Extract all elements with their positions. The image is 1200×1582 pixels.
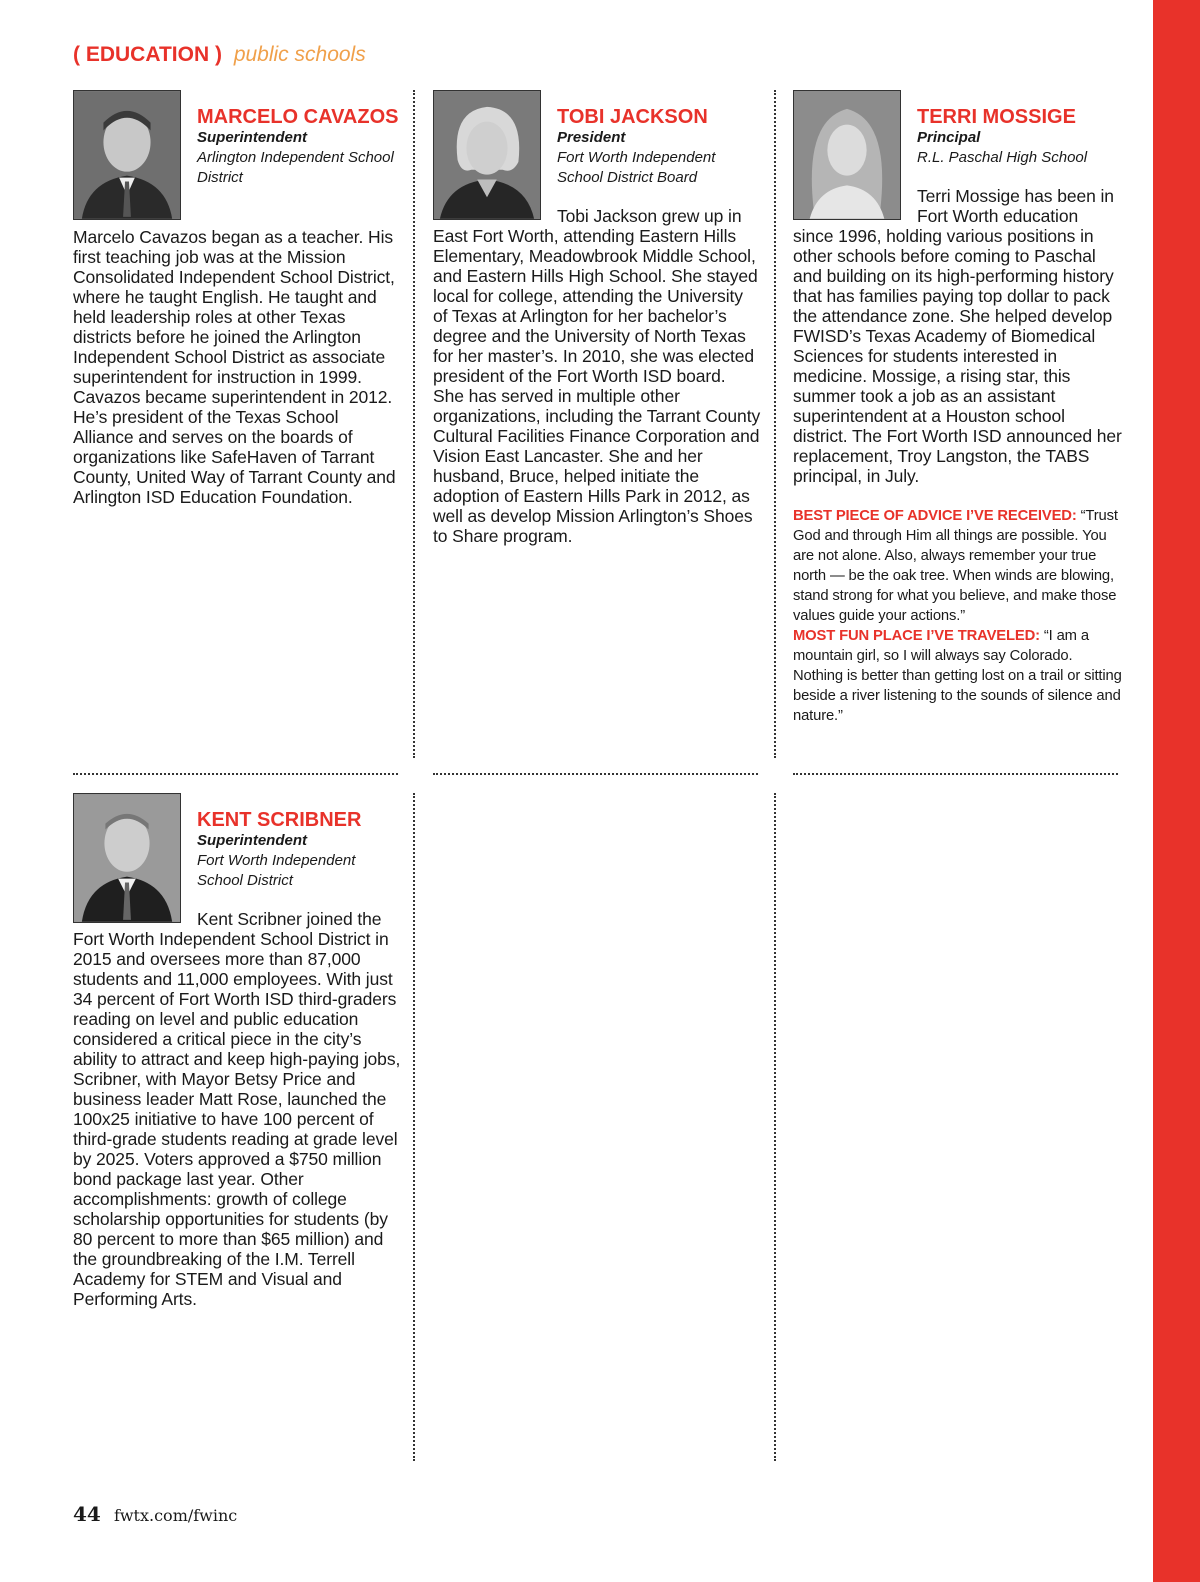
person-qa [793,506,1123,726]
section-header [73,41,366,69]
portrait-woman-icon [794,91,900,219]
page-number: 44 [73,1502,101,1526]
person-name: TERRI MOSSIGE [917,106,1076,128]
header-category: EDUCATION [85,43,210,66]
person-role: Superintendent [197,832,308,849]
profile-card-tobi-jackson [433,90,761,546]
advice-text: “Trust God and through Him all things are possible. You are not alone. Also, always remember your true north — be the oak tree. When winds are blowing, stand strong for what you believe, and make those values guide your actions.” [793,508,1118,624]
advice-block [793,506,1123,626]
person-organization: Fort Worth Independent School District [197,852,356,889]
profile-card-kent-scribner [73,793,401,1309]
header-subcategory: public schools [233,43,366,66]
portrait-photo [73,793,181,923]
person-role: Superintendent [197,129,308,146]
person-name: TOBI JACKSON [557,106,708,128]
person-bio: Tobi Jackson grew up in East Fort Worth, attending Eastern Hills Elementary, Meadowbrook Middle School, and Eastern Hills High School. She stayed local for college, attending the University of Texas at Arlington for her bachelor’s degree and the University of North Texas for her master’s. In 2010, she was elected president of the Fort Worth ISD board. She has served in multiple other organizations, including the Tarrant County Cultural Facilities Finance Corporation and Vision East Lancaster. She and her husband, Bruce, helped initiate the adoption of Eastern Hills Park in 2012, as well as develop Mission Arlington’s Shoes to Share program. [433,206,761,546]
person-role: President [557,129,626,146]
footer-url[interactable]: fwtx.com/fwinc [113,1506,238,1525]
person-organization: Arlington Independent School District [197,149,394,186]
portrait-woman-icon [434,91,540,219]
column-divider [413,90,415,758]
person-bio: Marcelo Cavazos began as a teacher. His first teaching job was at the Mission Consolidated Independent School District, where he taught English. He taught and held leadership roles at other Texas districts before he joined the Arlington Independent School District as associate superintendent for instruction in 1999. Cavazos became superintendent in 2012. He’s president of the Texas School Alliance and serves on the boards of organizations like SafeHaven of Tarrant County, United Way of Tarrant County and Arlington ISD Education Foundation. [73,227,396,507]
portrait-man-icon [74,91,180,219]
advice-label: BEST PIECE OF ADVICE I’VE RECEIVED: [793,508,1077,524]
profile-card-terri-mossige [793,90,1123,726]
person-name: KENT SCRIBNER [197,809,362,831]
column-divider [774,793,776,1461]
portrait-photo [793,90,901,220]
travel-label: MOST FUN PLACE I’VE TRAVELED: [793,628,1040,644]
person-bio: Terri Mossige has been in Fort Worth education since 1996, holding various positions in other schools before coming to Paschal and building on its high-performing history that has families paying top dollar to pack the attendance zone. She helped develop FWISD’s Texas Academy of Biomedical Sciences for students interested in medicine. Mossige, a rising star, this summer took a job as an assistant superintendent at a Houston school district. The Fort Worth ISD announced her replacement, Troy Langston, the TABS principal, in July. [793,186,1122,486]
travel-block [793,626,1123,726]
travel-text: “I am a mountain girl, so I will always say Colorado. Nothing is better than getting lost on a trail or sitting beside a river listening to the sounds of silence and nature.” [793,628,1122,724]
page-footer [73,1502,237,1528]
header-close-paren: ) [214,43,222,66]
portrait-man-icon [74,794,180,922]
header-open-paren: ( [73,43,80,66]
portrait-photo [433,90,541,220]
person-organization: Fort Worth Independent School District Board [557,149,716,186]
person-bio: Kent Scribner joined the Fort Worth Independent School District in 2015 and oversees more than 87,000 students and 11,000 employees. With just 34 percent of Fort Worth ISD third-graders reading on level and public education considered a critical piece in the city’s ability to attract and keep high-paying jobs, Scribner, with Mayor Betsy Price and business leader Matt Rose, launched the 100x25 initiative to have 100 percent of third-grade students reading at grade level by 2025. Voters approved a $750 million bond package last year. Other accomplishments: growth of college scholarship opportunities for students (by 80 percent to more than $65 million) and the groundbreaking of the I.M. Terrell Academy for STEM and Visual and Performing Arts. [73,909,401,1309]
person-name: MARCELO CAVAZOS [197,106,399,128]
page-edge-color-bar [1153,0,1200,1582]
portrait-photo [73,90,181,220]
column-divider [774,90,776,758]
person-organization: R.L. Paschal High School [917,149,1088,166]
row-divider [793,773,1118,775]
profile-card-marcelo-cavazos [73,90,401,507]
row-divider [433,773,758,775]
person-role: Principal [917,129,981,146]
row-divider [73,773,398,775]
column-divider [413,793,415,1461]
